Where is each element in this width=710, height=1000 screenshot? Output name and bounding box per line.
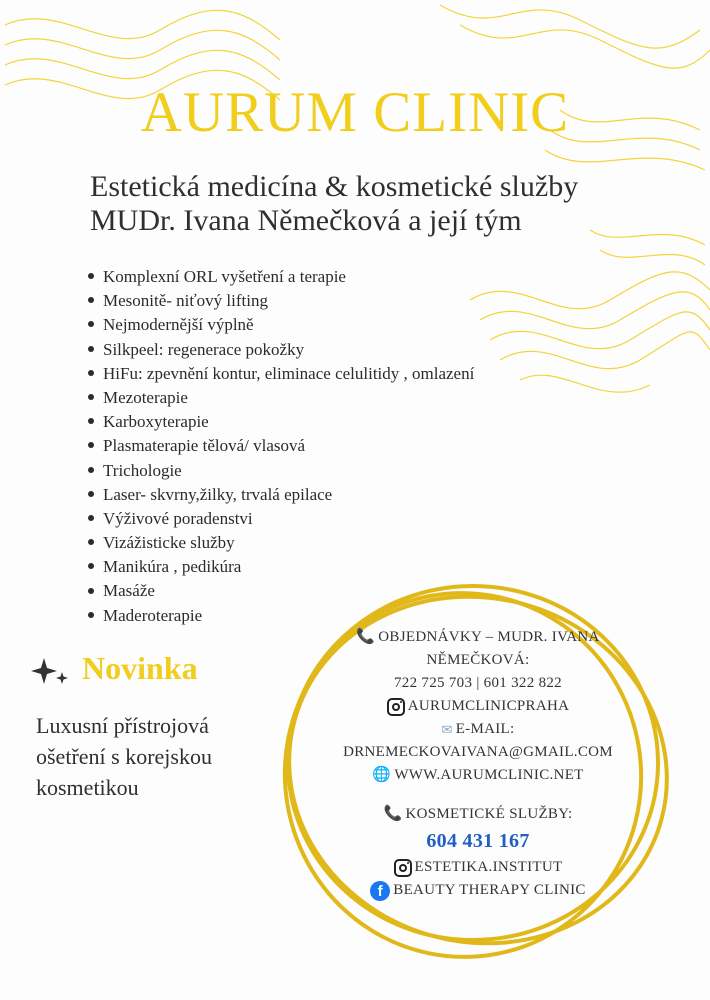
orders-name: NĚMEČKOVÁ: xyxy=(426,652,530,668)
instagram-icon xyxy=(387,698,405,716)
orders-line: 📞 OBJEDNÁVKY – MUDR. IVANA xyxy=(318,626,638,649)
facebook-icon: f xyxy=(370,881,390,901)
bullet-icon xyxy=(88,563,94,569)
list-item: Silkpeel: regenerace pokožky xyxy=(88,338,474,362)
email-link[interactable]: DRNEMECKOVAIVANA@GMAIL.COM xyxy=(343,744,613,760)
bullet-icon xyxy=(88,346,94,352)
bullet-icon xyxy=(88,418,94,424)
list-item: Mezoterapie xyxy=(88,386,474,410)
website-link[interactable]: 🌐 WWW.AURUMCLINIC.NET xyxy=(318,764,638,787)
list-item: Plasmaterapie tělová/ vlasová xyxy=(88,434,474,458)
list-item: Vizážisticke služby xyxy=(88,531,474,555)
subtitle xyxy=(90,170,578,238)
bullet-icon xyxy=(88,370,94,376)
instagram-icon xyxy=(394,859,412,877)
novinka-heading: Novinka xyxy=(82,650,198,686)
bullet-icon xyxy=(88,467,94,473)
globe-icon: 🌐 xyxy=(372,767,392,784)
cosmetic-phone[interactable]: 604 431 167 xyxy=(426,830,530,852)
email-label-line: ✉ E-MAIL: xyxy=(318,718,638,741)
bullet-icon xyxy=(88,612,94,618)
bullet-icon xyxy=(88,321,94,327)
list-item: Karboxyterapie xyxy=(88,410,474,434)
services-list xyxy=(88,265,474,628)
bullet-icon xyxy=(88,588,94,594)
sparkle-icon xyxy=(30,654,70,688)
cosmetic-label-line: 📞 KOSMETICKÉ SLUŽBY: xyxy=(318,803,638,826)
list-item: Laser- skvrny,žilky, trvalá epilace xyxy=(88,483,474,507)
facebook-link[interactable]: f BEAUTY THERAPY CLINIC xyxy=(318,879,638,902)
phone-icon: 📞 xyxy=(383,806,403,823)
spacer xyxy=(318,787,638,803)
page-title: AURUM CLINIC xyxy=(140,81,570,144)
list-item: Komplexní ORL vyšetření a terapie xyxy=(88,265,474,289)
list-item: Trichologie xyxy=(88,459,474,483)
subtitle-line-1: Estetická medicína & kosmetické služby xyxy=(90,170,579,203)
bullet-icon xyxy=(88,442,94,448)
bullet-icon xyxy=(88,515,94,521)
list-item: Maderoterapie xyxy=(88,604,474,628)
envelope-icon: ✉ xyxy=(441,722,453,738)
instagram-institut-link[interactable]: ESTETIKA.INSTITUT xyxy=(318,856,638,879)
subtitle-line-2: MUDr. Ivana Němečková a její tým xyxy=(90,204,522,237)
list-item: HiFu: zpevnění kontur, eliminace celulitidy , omlazení xyxy=(88,362,474,386)
list-item: Nejmodernější výplně xyxy=(88,313,474,337)
list-item: Mesonitě- niťový lifting xyxy=(88,289,474,313)
bullet-icon xyxy=(88,273,94,279)
list-item: Manikúra , pedikúra xyxy=(88,555,474,579)
orders-phones[interactable]: 722 725 703 | 601 322 822 xyxy=(393,675,562,691)
list-item: Masáže xyxy=(88,579,474,603)
contact-block xyxy=(318,626,638,902)
list-item: Výživové poradenstvi xyxy=(88,507,474,531)
bullet-icon xyxy=(88,297,94,303)
instagram-clinic-link[interactable]: AURUMCLINICPRAHA xyxy=(318,695,638,718)
bullet-icon xyxy=(88,491,94,497)
wave-lines-right xyxy=(470,230,710,392)
bullet-icon xyxy=(88,394,94,400)
phone-icon: 📞 xyxy=(356,629,376,646)
bullet-icon xyxy=(88,539,94,545)
novinka-description: Luxusní přístrojová ošetření s korejskou kosmetikou xyxy=(36,713,212,800)
